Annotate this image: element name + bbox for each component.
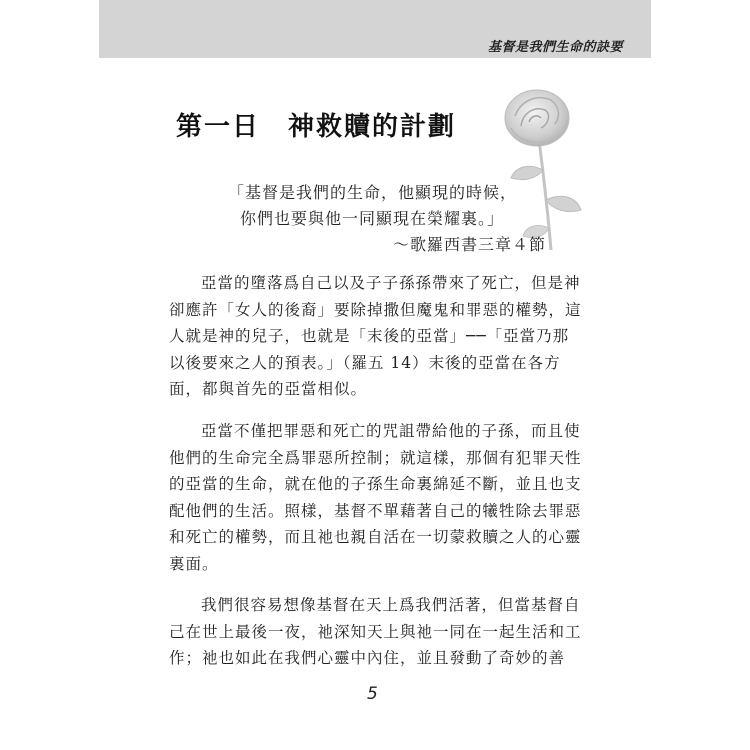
- body-paragraph-1: [169, 270, 581, 403]
- text-line: 我們很容易想像基督在天上爲我們活著，但當基督自: [201, 596, 581, 614]
- running-title: 基督是我們生命的訣要: [487, 40, 623, 55]
- text-line: 人就是神的兒子，也就是「末後的亞當」──「亞當乃那: [169, 327, 570, 345]
- epigraph-line: 你們也要與他一同顯現在榮耀裏。」: [240, 209, 505, 228]
- running-header: [99, 0, 651, 58]
- body-paragraph-3: [169, 592, 581, 672]
- chapter-title: 第一日 神救贖的計劃: [176, 112, 457, 142]
- text-line: 的亞當的生命，就在他的子孫生命裏綿延不斷，並且也支: [169, 475, 582, 493]
- text-line: 他們的生命完全爲罪惡所控制；就這樣，那個有犯罪天性: [169, 448, 582, 467]
- book-page: [99, 0, 651, 750]
- epigraph-reference: ～歌羅西書三章４節: [393, 235, 547, 254]
- epigraph-line: 「基督是我們的生命，他顯現的時候，: [228, 183, 518, 202]
- text-line: 己在世上最後一夜，祂深知天上與祂一同在一起生活和工: [169, 622, 582, 641]
- body-paragraph-2: [169, 418, 581, 577]
- text-line: 配他們的生活。照樣，基督不單藉著自己的犧牲除去罪惡: [169, 501, 582, 520]
- text-line: 以後要來之人的預表。」（羅五 14）末後的亞當在各方: [169, 353, 561, 372]
- page-number: 5: [367, 684, 378, 704]
- text-line: 裏面。: [169, 554, 219, 573]
- text-line: 和死亡的權勢，而且祂也親自活在一切蒙救贖之人的心靈: [169, 528, 582, 546]
- text-line: 亞當不僅把罪惡和死亡的咒詛帶給他的子孫，而且使: [201, 422, 581, 440]
- text-line: 亞當的墮落爲自己以及子子孫孫帶來了死亡，但是神: [201, 274, 581, 292]
- text-line: 面，都與首先的亞當相似。: [169, 380, 368, 398]
- text-line: 卻應許「女人的後裔」要除掉撒但魔鬼和罪惡的權勢，這: [169, 300, 582, 319]
- text-line: 作；祂也如此在我們心靈中內住，並且發動了奇妙的善: [169, 649, 566, 667]
